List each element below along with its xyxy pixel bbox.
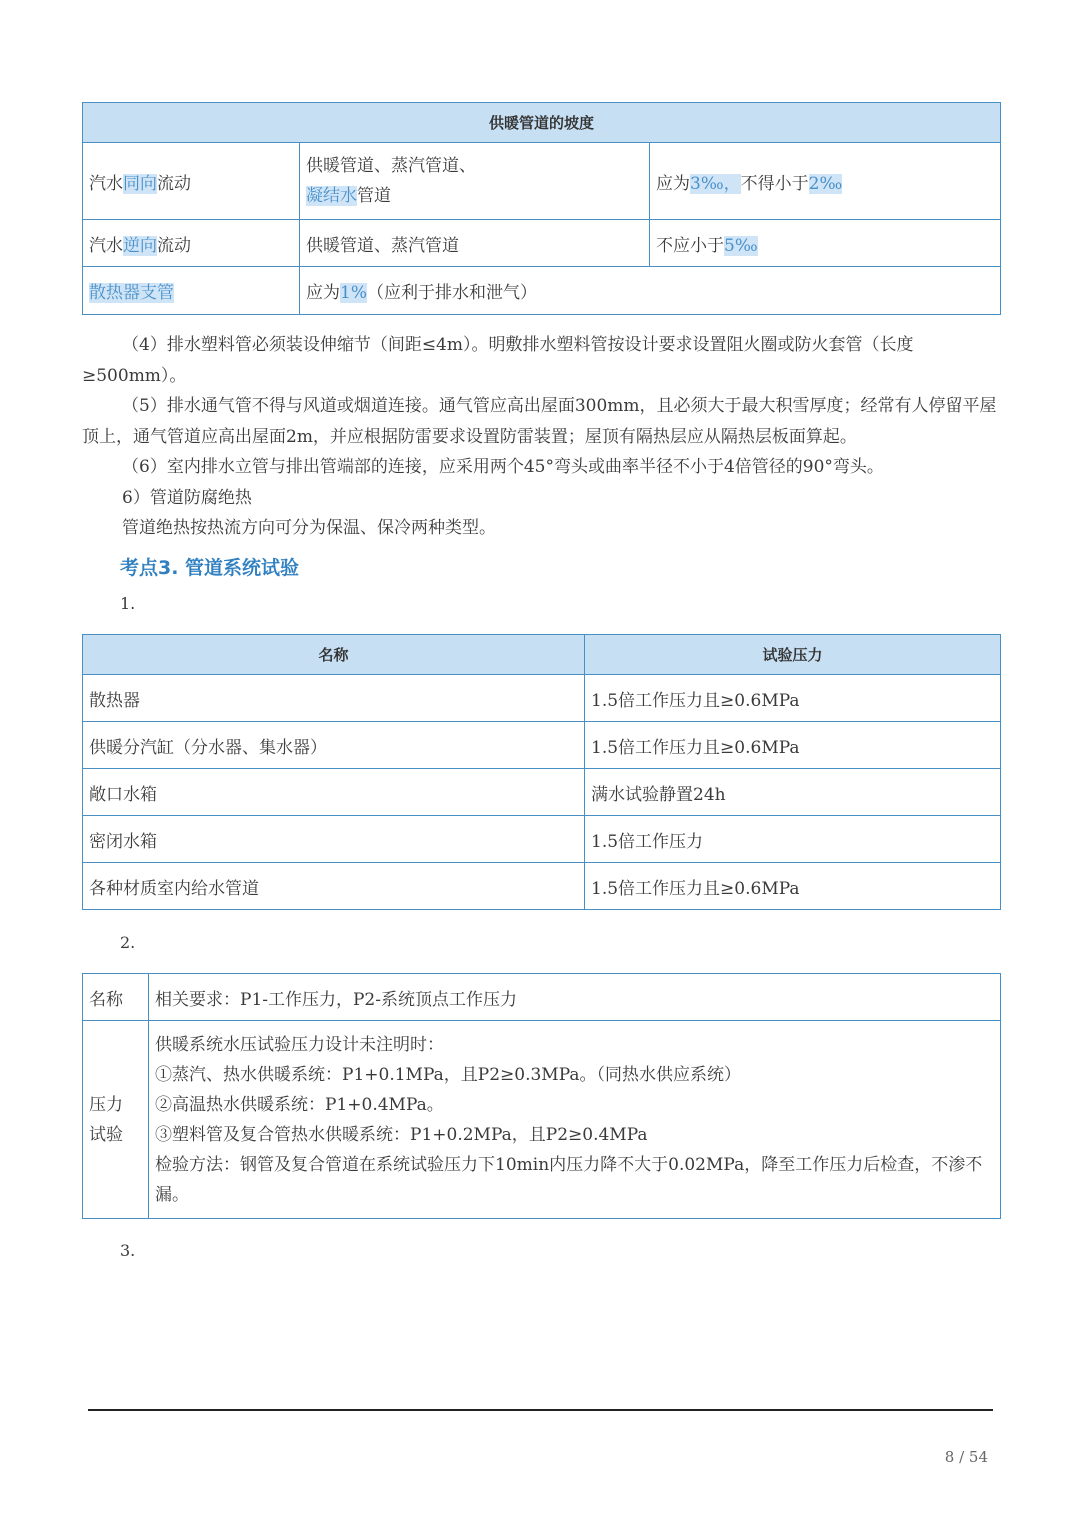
table-row bbox=[83, 675, 1001, 722]
table-row bbox=[83, 722, 1001, 769]
table-cell: 汽水逆向流动 bbox=[83, 220, 300, 267]
table-cell: 散热器 bbox=[83, 675, 585, 722]
table-cell: 满水试验静置24h bbox=[585, 769, 1001, 816]
list-number-1: 1. bbox=[120, 594, 136, 613]
list-number-2: 2. bbox=[120, 933, 136, 952]
table-cell: 供暖管道、蒸汽管道 bbox=[300, 220, 650, 267]
paragraph-insulation: 管道绝热按热流方向可分为保温、保冷两种类型。 bbox=[122, 518, 496, 538]
table-cell: 名称 bbox=[83, 974, 149, 1021]
table-cell: 应为3‰，不得小于2‰ bbox=[650, 143, 1001, 220]
table-cell: 不应小于5‰ bbox=[650, 220, 1001, 267]
requirement-line: ②高温热水供暖系统：P1+0.4MPa。 bbox=[155, 1094, 444, 1115]
table-cell: 汽水同向流动 bbox=[83, 143, 300, 220]
table-cell bbox=[149, 1021, 1001, 1219]
table-cell: 1.5倍工作压力且≥0.6MPa bbox=[585, 675, 1001, 722]
table-cell: 1.5倍工作压力且≥0.6MPa bbox=[585, 863, 1001, 910]
table-cell: 1.5倍工作压力且≥0.6MPa bbox=[585, 722, 1001, 769]
paragraph-anticorrosion: 6）管道防腐绝热 bbox=[122, 488, 252, 508]
page-indicator: 8 / 54 bbox=[944, 1448, 988, 1466]
table-row bbox=[83, 863, 1001, 910]
requirement-line: ①蒸汽、热水供暖系统：P1+0.1MPa，且P2≥0.3MPa。（同热水供应系统） bbox=[155, 1064, 742, 1085]
table-cell: 各种材质室内给水管道 bbox=[83, 863, 585, 910]
slope-table-title: 供暖管道的坡度 bbox=[83, 103, 1001, 143]
table-row bbox=[83, 769, 1001, 816]
paragraph-5: （5）排水通气管不得与风道或烟道连接。通气管应高出屋面300mm，且必须大于最大积雪厚度；经常有人停留平屋顶上，通气管道应高出屋面2m，并应根据防雷要求设置防雷装置；屋顶有隔热层应从隔热层板面算起。 bbox=[82, 396, 997, 447]
table-cell: 密闭水箱 bbox=[83, 816, 585, 863]
table-cell: 1.5倍工作压力 bbox=[585, 816, 1001, 863]
table-cell: 压力 试验 bbox=[83, 1021, 149, 1219]
requirement-line: ③塑料管及复合管热水供暖系统：P1+0.2MPa，且P2≥0.4MPa bbox=[155, 1124, 648, 1145]
list-number-3: 3. bbox=[120, 1241, 136, 1260]
table-cell: 敞口水箱 bbox=[83, 769, 585, 816]
requirements-table bbox=[82, 973, 1001, 1219]
pressure-table bbox=[82, 634, 1001, 910]
section-heading: 考点3. 管道系统试验 bbox=[120, 557, 300, 579]
table-cell: 相关要求：P1-工作压力，P2-系统顶点工作压力 bbox=[149, 974, 1001, 1021]
paragraph-6: （6）室内排水立管与排出管端部的连接，应采用两个45°弯头或曲率半径不小于4倍管径的90°弯头。 bbox=[122, 457, 884, 477]
table-cell: 散热器支管 bbox=[83, 267, 300, 315]
column-header: 试验压力 bbox=[585, 635, 1001, 675]
table-cell: 供暖分汽缸（分水器、集水器） bbox=[83, 722, 585, 769]
table-cell: 供暖管道、蒸汽管道、 凝结水管道 bbox=[300, 143, 650, 220]
slope-table bbox=[82, 102, 1001, 315]
column-header: 名称 bbox=[83, 635, 585, 675]
requirement-line: 检验方法：钢管及复合管道在系统试验压力下10min内压力降不大于0.02MPa，降至工作压力后检查，不渗不漏。 bbox=[155, 1154, 983, 1205]
paragraph-4: （4）排水塑料管必须装设伸缩节（间距≤4m）。明敷排水塑料管按设计要求设置阻火圈或防火套管（长度≥500mm）。 bbox=[82, 335, 914, 386]
table-row bbox=[83, 816, 1001, 863]
requirement-line: 供暖系统水压试验压力设计未注明时： bbox=[155, 1034, 444, 1055]
footer-rule bbox=[88, 1409, 993, 1411]
table-cell: 应为1%（应利于排水和泄气） bbox=[300, 267, 1001, 315]
